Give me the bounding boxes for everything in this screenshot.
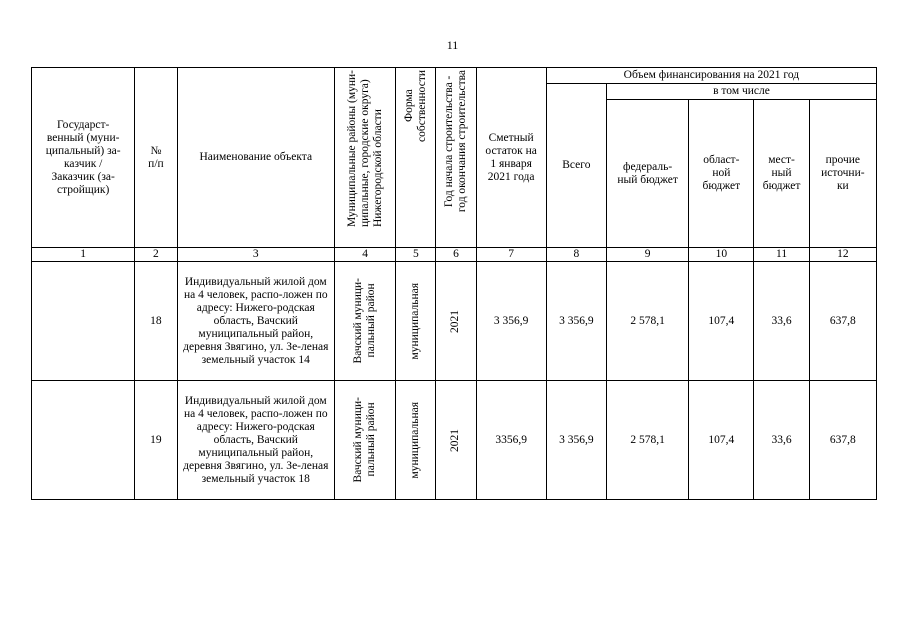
column-number: 8	[546, 248, 606, 262]
column-numbers-row	[32, 248, 877, 262]
page-number: 11	[446, 38, 459, 52]
row-local: 33,6	[754, 381, 809, 500]
table-row	[32, 381, 877, 500]
header-district: Муниципальные районы (муни- ципальные, городские округа) Нижегородской области	[335, 68, 396, 248]
header-estimated-balance: Сметный остаток на 1 января 2021 года	[476, 68, 546, 248]
column-number: 6	[436, 248, 476, 262]
row-ownership: муниципальная	[396, 381, 436, 500]
row-ownership: муниципальная	[396, 262, 436, 381]
financing-table	[31, 67, 877, 500]
column-number: 11	[754, 248, 809, 262]
header-other: прочие источни- ки	[809, 100, 876, 248]
header-number: № п/п	[135, 68, 177, 248]
column-number: 5	[396, 248, 436, 262]
row-regional: 107,4	[689, 381, 754, 500]
column-number: 9	[606, 248, 688, 262]
column-number: 2	[135, 248, 177, 262]
header-federal: федераль- ный бюджет	[606, 100, 688, 248]
row-other: 637,8	[809, 262, 876, 381]
row-customer	[32, 381, 135, 500]
header-regional: област- ной бюджет	[689, 100, 754, 248]
header-years: Год начала строительства - год окончания строительства	[436, 68, 476, 248]
row-federal: 2 578,1	[606, 262, 688, 381]
column-number: 3	[177, 248, 335, 262]
header-including-group: в том числе	[606, 84, 876, 100]
row-federal: 2 578,1	[606, 381, 688, 500]
header-customer: Государст- венный (муни- ципальный) за- казчик / Заказчик (за- стройщик)	[32, 68, 135, 248]
header-object-name: Наименование объекта	[177, 68, 335, 248]
row-number: 19	[135, 381, 177, 500]
row-balance: 3356,9	[476, 381, 546, 500]
column-number: 4	[335, 248, 396, 262]
row-total: 3 356,9	[546, 381, 606, 500]
row-object-name: Индивидуальный жилой дом на 4 человек, распо-ложен по адресу: Нижего-родская область, Вачский муниципальный район, деревня Звягино, ул. Зе-леная земельный участок 18	[177, 381, 335, 500]
column-number: 12	[809, 248, 876, 262]
row-number: 18	[135, 262, 177, 381]
header-ownership: Форма собственности	[396, 68, 436, 248]
header-total: Всего	[546, 84, 606, 248]
row-years: 2021	[436, 262, 476, 381]
column-number: 1	[32, 248, 135, 262]
row-district: Вачский муници- пальный район	[335, 381, 396, 500]
table-row	[32, 262, 877, 381]
header-local: мест- ный бюджет	[754, 100, 809, 248]
row-total: 3 356,9	[546, 262, 606, 381]
row-customer	[32, 262, 135, 381]
row-years: 2021	[436, 381, 476, 500]
column-number: 10	[689, 248, 754, 262]
header-funding-group: Объем финансирования на 2021 год	[546, 68, 876, 84]
row-district: Вачский муници- пальный район	[335, 262, 396, 381]
row-local: 33,6	[754, 262, 809, 381]
column-number: 7	[476, 248, 546, 262]
row-balance: 3 356,9	[476, 262, 546, 381]
row-other: 637,8	[809, 381, 876, 500]
row-object-name: Индивидуальный жилой дом на 4 человек, распо-ложен по адресу: Нижего-родская область, Вачский муниципальный район, деревня Звягино, ул. Зе-леная земельный участок 14	[177, 262, 335, 381]
row-regional: 107,4	[689, 262, 754, 381]
